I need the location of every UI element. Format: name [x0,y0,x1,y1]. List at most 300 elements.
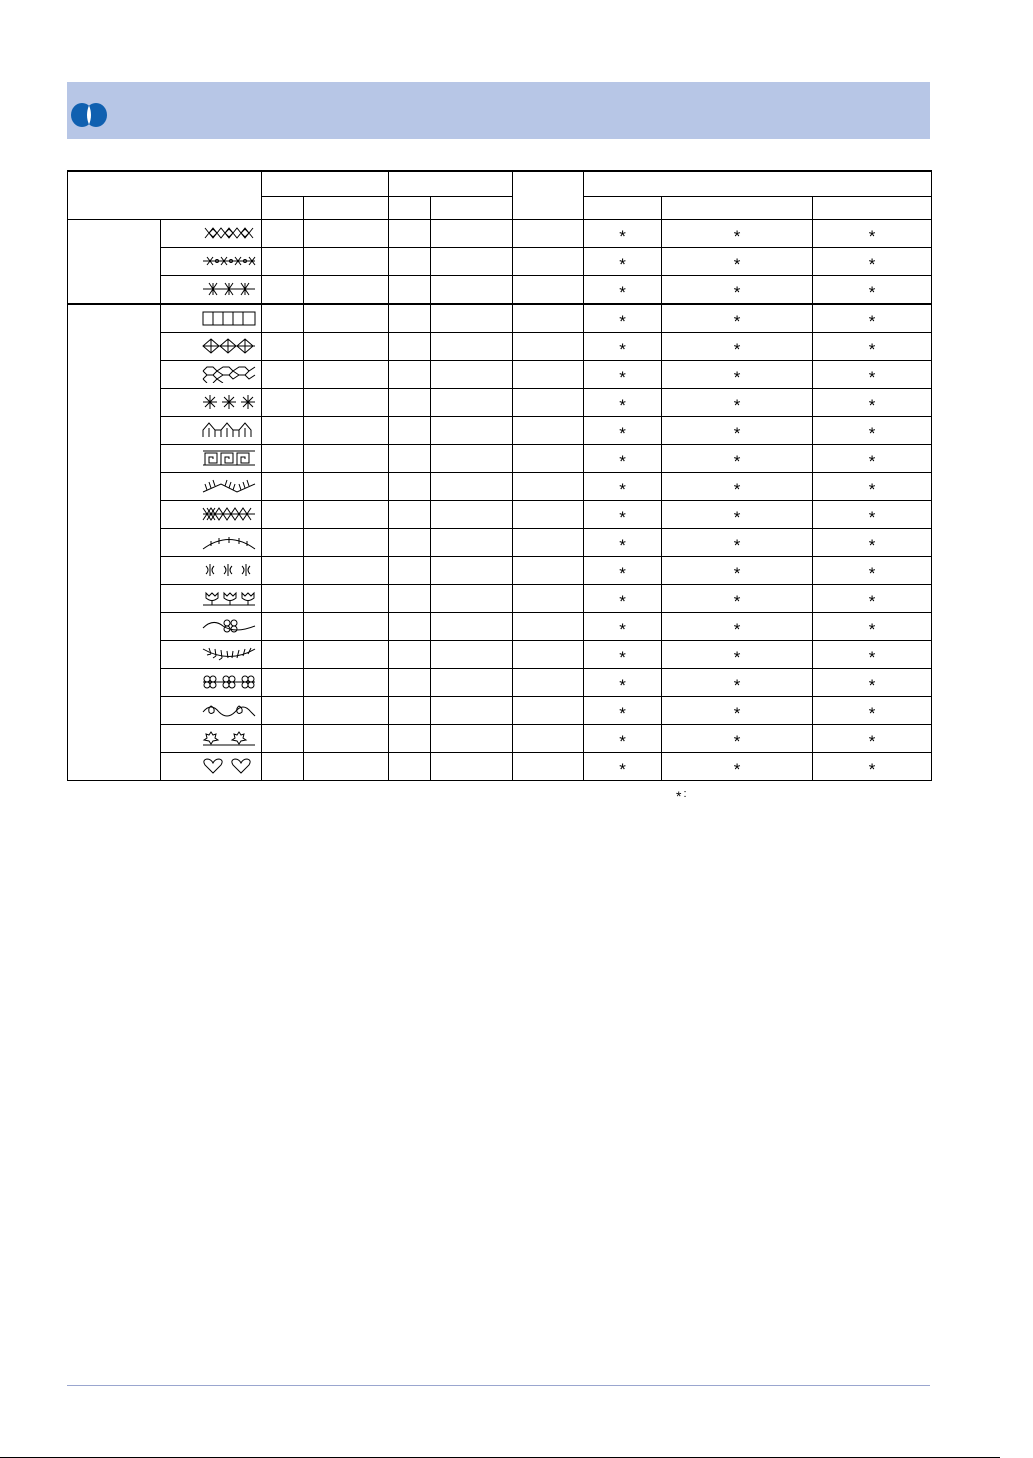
value-cell [304,276,389,305]
value-cell [513,304,584,333]
stitch-pattern-cell [161,641,262,669]
value-cell [304,613,389,641]
table-row [68,529,932,557]
value-cell [304,389,389,417]
option-cell [584,725,662,753]
header-cell-width [262,171,389,197]
option-cell [813,529,932,557]
star-mark: * [619,564,626,583]
stitch-pattern-cell [161,557,262,585]
value-cell [262,501,304,529]
value-cell [389,248,431,276]
star-mark: * [619,676,626,695]
option-cell [662,304,813,333]
star-mark: * [733,704,741,723]
option-cell [662,445,813,473]
option-cell [584,585,662,613]
star-mark: * [619,312,626,331]
option-cell [584,557,662,585]
star-mark: * [868,760,876,779]
header-subcell [662,197,813,220]
value-cell [389,276,431,305]
star-mark: * [733,340,741,359]
header-cell-options [584,171,932,197]
stitch-pattern-cell [161,333,262,361]
category-cell-group-b [68,304,161,781]
star-mark: * [868,704,876,723]
option-cell [813,333,932,361]
star-mark: * [619,396,626,415]
value-cell [513,529,584,557]
value-cell [304,753,389,781]
option-cell [813,613,932,641]
honeycomb-stitch-icon [201,366,257,383]
star-mark: * [619,480,626,499]
table-row [68,361,932,389]
value-cell [513,220,584,248]
table-row [68,557,932,585]
value-cell [431,725,513,753]
stitch-pattern-cell [161,304,262,333]
table-row [68,417,932,445]
option-cell [813,389,932,417]
clover-stitch-icon [201,674,257,691]
stitch-pattern-cell [161,276,262,305]
star-mark: * [619,227,626,246]
star-mark: * [733,760,741,779]
star-mark: * [868,536,876,555]
header-subcell [262,197,304,220]
option-cell [662,613,813,641]
value-cell [262,304,304,333]
stitch-pattern-cell [161,417,262,445]
option-cell [584,220,662,248]
stitch-pattern-cell [161,529,262,557]
stitch-settings-table [67,170,932,781]
value-cell [389,333,431,361]
value-cell [431,417,513,445]
value-cell [431,501,513,529]
star-mark: * [733,227,741,246]
star-mark: * [868,312,876,331]
value-cell [389,220,431,248]
header-cell-tension [513,171,584,220]
star-mark: * [733,368,741,387]
stitch-pattern-cell [161,725,262,753]
value-cell [513,753,584,781]
value-cell [389,361,431,389]
value-cell [304,304,389,333]
ladder-stitch-icon [201,310,257,327]
option-cell [662,585,813,613]
diamond-cross-stitch-icon [201,225,257,242]
double-x-stitch-icon [201,506,257,523]
scallop-stitch-icon [201,534,257,551]
star-mark: * [619,648,626,667]
star-mark: * [619,368,626,387]
star-mark: * [868,620,876,639]
cross-dot-stitch-icon [201,253,257,270]
option-cell [584,613,662,641]
value-cell [513,276,584,305]
option-cell [813,248,932,276]
star-mark: * [733,648,741,667]
value-cell [513,697,584,725]
option-cell [813,753,932,781]
option-cell [813,361,932,389]
value-cell [262,473,304,501]
value-cell [431,276,513,305]
star-mark: * [868,480,876,499]
stitch-pattern-cell [161,753,262,781]
option-cell [662,725,813,753]
value-cell [431,641,513,669]
table-row [68,276,932,305]
value-cell [431,248,513,276]
table-row [68,613,932,641]
value-cell [389,725,431,753]
value-cell [431,753,513,781]
stitch-pattern-cell [161,445,262,473]
option-cell [662,361,813,389]
star-mark: * [619,536,626,555]
footnote [676,786,687,804]
value-cell [262,641,304,669]
value-cell [389,304,431,333]
option-cell [813,697,932,725]
option-cell [662,333,813,361]
value-cell [389,697,431,725]
stitch-pattern-cell [161,389,262,417]
option-cell [584,417,662,445]
value-cell [513,613,584,641]
option-cell [662,557,813,585]
header-subcell [584,197,662,220]
header-subcell [304,197,389,220]
section-marker-icon [70,102,108,128]
value-cell [304,697,389,725]
option-cell [584,641,662,669]
star-mark: * [733,480,741,499]
value-cell [389,613,431,641]
value-cell [431,585,513,613]
star-mark: * [733,452,741,471]
value-cell [304,725,389,753]
option-cell [584,361,662,389]
value-cell [513,641,584,669]
option-cell [813,276,932,305]
value-cell [431,697,513,725]
value-cell [262,248,304,276]
table-row [68,501,932,529]
value-cell [513,248,584,276]
option-cell [584,333,662,361]
table-row [68,389,932,417]
option-cell [813,473,932,501]
star-mark: * [733,255,741,274]
option-cell [813,501,932,529]
value-cell [304,669,389,697]
tulip-wave-stitch-icon [201,702,257,719]
option-cell [584,501,662,529]
greek-key-stitch-icon [201,450,257,467]
star-mark: * [619,732,626,751]
value-cell [431,557,513,585]
value-cell [513,473,584,501]
header-subcell [389,197,431,220]
star-mark: * [619,424,626,443]
diamond-chain-stitch-icon [201,338,257,355]
star-mark: * [733,732,741,751]
value-cell [431,389,513,417]
option-cell [584,529,662,557]
option-cell [813,557,932,585]
category-cell-group-a [68,220,161,305]
value-cell [389,641,431,669]
star-mark: * [733,424,741,443]
stitch-pattern-cell [161,669,262,697]
value-cell [431,220,513,248]
table-row [68,697,932,725]
option-cell [813,417,932,445]
value-cell [389,389,431,417]
star-mark: * [868,227,876,246]
star-mark: * [619,760,626,779]
option-cell [662,753,813,781]
value-cell [262,333,304,361]
option-cell [662,501,813,529]
option-cell [584,276,662,305]
value-cell [513,361,584,389]
value-cell [262,417,304,445]
header-subcell [431,197,513,220]
value-cell [389,529,431,557]
value-cell [513,585,584,613]
option-cell [813,220,932,248]
option-cell [813,669,932,697]
option-cell [584,669,662,697]
value-cell [389,417,431,445]
star-mark: * [619,508,626,527]
footnote-star: * [676,788,682,804]
value-cell [513,333,584,361]
star-mark: * [733,396,741,415]
value-cell [431,445,513,473]
option-cell [813,641,932,669]
table-row [68,248,932,276]
option-cell [662,248,813,276]
star-mark: * [733,564,741,583]
star-mark: * [619,620,626,639]
option-cell [584,304,662,333]
value-cell [262,697,304,725]
option-cell [662,641,813,669]
stitch-pattern-cell [161,613,262,641]
option-cell [584,389,662,417]
value-cell [262,220,304,248]
star-mark: * [868,732,876,751]
option-cell [584,248,662,276]
star-mark: * [868,452,876,471]
star-mark: * [868,564,876,583]
value-cell [389,557,431,585]
option-cell [662,276,813,305]
value-cell [513,417,584,445]
section-header-band [67,82,930,139]
stitch-pattern-cell [161,501,262,529]
wheat-stitch-icon [201,562,257,579]
star-mark: * [868,396,876,415]
value-cell [431,304,513,333]
value-cell [431,669,513,697]
value-cell [431,361,513,389]
star-mark: * [868,283,876,302]
stitch-pattern-cell [161,585,262,613]
value-cell [304,529,389,557]
value-cell [304,417,389,445]
value-cell [513,669,584,697]
option-cell [662,697,813,725]
value-cell [513,501,584,529]
table-row [68,304,932,333]
value-cell [389,473,431,501]
star-mark: * [619,592,626,611]
star-mark: * [868,255,876,274]
option-cell [662,417,813,445]
value-cell [304,501,389,529]
table-row [68,220,932,248]
value-cell [389,669,431,697]
fern-stitch-icon [201,646,257,663]
cross-star-stitch-icon [201,281,257,298]
value-cell [513,445,584,473]
tulip-stitch-icon [201,590,257,607]
star-mark: * [868,508,876,527]
option-cell [662,669,813,697]
star-mark: * [619,255,626,274]
value-cell [389,753,431,781]
value-cell [304,361,389,389]
star-mark: * [619,452,626,471]
header-cell-length [389,171,513,197]
flower-wave-stitch-icon [201,618,257,635]
value-cell [262,669,304,697]
leaf-stitch-icon [201,730,257,747]
value-cell [431,529,513,557]
star-mark: * [619,704,626,723]
star-mark: * [733,312,741,331]
zigzag-border-stitch-icon [201,422,257,439]
star-mark: * [733,283,741,302]
header-cell-stitch [68,171,262,220]
option-cell [584,445,662,473]
value-cell [304,445,389,473]
value-cell [262,753,304,781]
star-mark: * [868,368,876,387]
stitch-pattern-cell [161,220,262,248]
value-cell [431,473,513,501]
star-mark: * [868,676,876,695]
value-cell [389,585,431,613]
table-row [68,445,932,473]
asterisk-stitch-icon [201,394,257,411]
table-row [68,669,932,697]
option-cell [584,473,662,501]
value-cell [389,501,431,529]
star-mark: * [868,592,876,611]
option-cell [662,529,813,557]
option-cell [662,473,813,501]
star-mark: * [733,536,741,555]
value-cell [262,557,304,585]
value-cell [262,445,304,473]
value-cell [304,641,389,669]
table-row [68,333,932,361]
star-mark: * [868,648,876,667]
star-mark: * [619,283,626,302]
option-cell [662,389,813,417]
value-cell [304,220,389,248]
stitch-pattern-cell [161,697,262,725]
star-mark: * [619,340,626,359]
value-cell [431,333,513,361]
feather-arrow-stitch-icon [201,478,257,495]
star-mark: * [733,620,741,639]
value-cell [304,333,389,361]
option-cell [584,753,662,781]
value-cell [262,276,304,305]
option-cell [662,220,813,248]
star-mark: * [733,592,741,611]
value-cell [304,248,389,276]
star-mark: * [868,424,876,443]
page-footer-rule [67,1385,930,1386]
option-cell [813,585,932,613]
value-cell [389,445,431,473]
stitch-pattern-cell [161,248,262,276]
table-row [68,641,932,669]
value-cell [262,725,304,753]
header-subcell [813,197,932,220]
option-cell [813,304,932,333]
value-cell [304,557,389,585]
table-row [68,473,932,501]
value-cell [262,529,304,557]
value-cell [262,389,304,417]
option-cell [813,725,932,753]
value-cell [513,725,584,753]
table-row [68,725,932,753]
value-cell [262,361,304,389]
value-cell [262,585,304,613]
star-mark: * [733,676,741,695]
star-mark: * [868,340,876,359]
table-row [68,753,932,781]
table-row [68,585,932,613]
stitch-pattern-cell [161,473,262,501]
option-cell [813,445,932,473]
star-mark: * [733,508,741,527]
value-cell [304,585,389,613]
value-cell [513,389,584,417]
value-cell [304,473,389,501]
footnote-colon: : [683,788,687,800]
heart-stitch-icon [201,758,257,775]
value-cell [513,557,584,585]
option-cell [584,697,662,725]
value-cell [431,613,513,641]
value-cell [262,613,304,641]
